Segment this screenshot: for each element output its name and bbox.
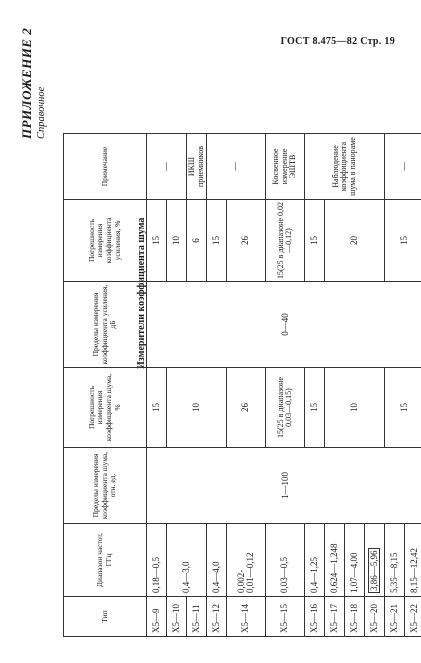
cell-range <box>227 524 266 597</box>
cell-range-line-b: 0,01—0,12 <box>245 552 255 593</box>
table-row <box>385 134 405 637</box>
table-caption: Измерители коэффициента шума <box>136 217 147 369</box>
cell-range: 1,07—4,00 <box>345 524 365 597</box>
cell-kn-error: 15(25 в диапазоне 0,03—0,15) <box>266 368 305 448</box>
appendix-subtitle: Справочное <box>36 86 47 139</box>
table-row <box>305 134 325 637</box>
gost-label: ГОСТ <box>280 36 310 47</box>
cell-gain-error: 15(25 в диапазоне 0,02—0,12) <box>266 200 305 282</box>
cell-gain-error: 26 <box>227 200 266 282</box>
cell-note: — <box>207 134 266 200</box>
col-header-range: Диапазон частот, ГГц <box>64 524 147 597</box>
appendix-title: ПРИЛОЖЕНИЕ 2 <box>19 27 34 139</box>
table-row <box>147 134 167 637</box>
col-header-type: Тип <box>64 597 147 637</box>
cell-type: Х5—15 <box>266 597 305 637</box>
noise-meters-table <box>63 133 421 637</box>
cell-type: Х5—11 <box>187 597 207 637</box>
cell-range: 0,18—0,5 <box>147 524 167 597</box>
cell-gain-error: 15 <box>147 200 167 282</box>
col-header-gain-error: Погрешность измерения коэффициента усиления, % <box>64 200 147 282</box>
col-header-kn-limits: Пределы измерения коэффициента шума, отн. ед. <box>64 448 147 524</box>
cell-type: Х5—21 <box>385 597 405 637</box>
cell-type: Х5—18 <box>345 597 365 637</box>
cell-gain-error: 15 <box>305 200 325 282</box>
table-row <box>266 134 305 637</box>
page-header <box>281 36 395 47</box>
cell-kn-error: 15 <box>385 368 421 448</box>
cell-type: Х5—22 <box>405 597 421 637</box>
cell-kn-error: 10 <box>167 368 227 448</box>
cell-kn-error: 15 <box>305 368 325 448</box>
gost-number: 8.475—82 <box>312 36 358 47</box>
col-header-note: Примечание <box>64 134 147 200</box>
cell-range: 0,03—0,5 <box>266 524 305 597</box>
cell-gain-error: 20 <box>325 200 385 282</box>
table-row <box>167 134 187 637</box>
cell-type: Х5—20 <box>365 597 385 637</box>
col-header-gain-limits: Пределы измерения коэффициента усиления, дБ <box>64 282 147 368</box>
cell-note: ИКШ приемников <box>187 134 207 200</box>
cell-type: Х5—10 <box>167 597 187 637</box>
cell-range-line-a: 0,002- <box>235 569 246 593</box>
table-row <box>227 134 266 637</box>
cell-type: Х5—14 <box>227 597 266 637</box>
cell-range: 0,4—4,0 <box>207 524 227 597</box>
cell-type: Х5—9 <box>147 597 167 637</box>
cell-range: 5,35—8,15 <box>385 524 405 597</box>
cell-kn-error: 15 <box>147 368 167 448</box>
cell-gain-error: 15 <box>207 200 227 282</box>
cell-type: Х5—12 <box>207 597 227 637</box>
table-header-row <box>64 134 147 637</box>
cell-range <box>365 524 385 597</box>
table-row <box>325 134 345 637</box>
cell-note: — <box>385 134 421 200</box>
cell-kn-error: 10 <box>325 368 385 448</box>
data-table-wrapper <box>63 133 421 637</box>
cell-range: 0,4—3,0 <box>167 524 207 597</box>
cell-range-boxed: 3,86—5,96 <box>368 550 379 591</box>
cell-range: 8,15—12,42 <box>405 524 421 597</box>
cell-gain-error: 15 <box>385 200 421 282</box>
page-number: Стр. 19 <box>360 36 395 47</box>
cell-kn-limits: 1—100 <box>147 448 421 524</box>
cell-gain-limits: 0—40 <box>147 282 421 368</box>
cell-note: — <box>147 134 187 200</box>
cell-type: Х5—16 <box>305 597 325 637</box>
cell-range: 0,624—1,248 <box>325 524 345 597</box>
cell-kn-error: 26 <box>227 368 266 448</box>
cell-type: Х5—17 <box>325 597 345 637</box>
cell-note: Косвенное измерение ЭШТВ <box>266 134 305 200</box>
cell-gain-error: 10 <box>167 200 187 282</box>
col-header-kn-error: Погрешность измерения коэффициента шума, % <box>64 368 147 448</box>
cell-gain-error: 6 <box>187 200 207 282</box>
cell-note: Наблюдение коэффициента шума в панораме <box>305 134 385 200</box>
cell-range: 0,4—1,25 <box>305 524 325 597</box>
